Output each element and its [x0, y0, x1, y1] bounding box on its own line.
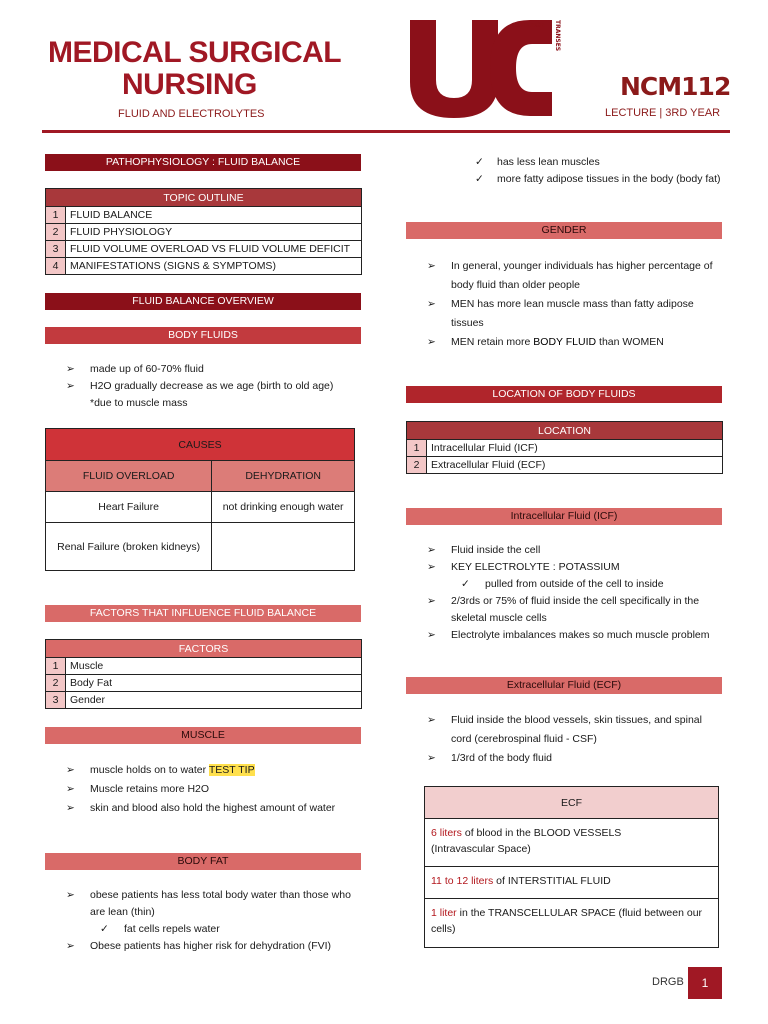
arrow-icon: ➢ — [427, 561, 436, 573]
arrow-icon: ➢ — [66, 764, 75, 776]
check-icon: ✓ — [100, 923, 109, 935]
row-text: FLUID PHYSIOLOGY — [66, 224, 362, 241]
body-fluids-list — [66, 361, 361, 412]
check-icon: ✓ — [475, 156, 484, 168]
list-item: ✓ pulled from outside of the cell to inside — [427, 576, 723, 593]
row-num: 3 — [46, 241, 66, 258]
arrow-icon: ➢ — [427, 260, 436, 272]
factors-bar: FACTORS THAT INFLUENCE FLUID BALANCE — [45, 605, 361, 622]
arrow-icon: ➢ — [66, 380, 75, 392]
list-item: ➢ Muscle retains more H2O — [66, 780, 361, 799]
muscle-list — [66, 761, 361, 818]
list-item: ➢ 2/3rds or 75% of fluid inside the cell specifically in the skeletal muscle cells — [427, 595, 700, 624]
body-fluids-bar: BODY FLUIDS — [45, 327, 361, 344]
row-text: MANIFESTATIONS (SIGNS & SYMPTOMS) — [66, 258, 362, 275]
factors-header: FACTORS — [46, 640, 362, 658]
uc-logo-icon — [406, 18, 566, 120]
list-item: ✓ fat cells repels water — [66, 921, 364, 938]
arrow-icon: ➢ — [66, 940, 75, 952]
arrow-icon: ➢ — [427, 595, 436, 607]
arrow-icon: ➢ — [427, 544, 436, 556]
list-item: ➢ H2O gradually decrease as we age (birth to old age) — [66, 378, 361, 395]
list-item: ➢ MEN has more lean muscle mass than fatty adipose tissues — [427, 295, 723, 333]
list-item: ➢ skin and blood also hold the highest amount of water — [66, 799, 361, 818]
row-num: 2 — [46, 224, 66, 241]
arrow-icon: ➢ — [427, 714, 436, 726]
table-row — [46, 492, 355, 523]
test-tip-highlight: TEST TIP — [208, 764, 255, 776]
table-cell: Renal Failure (broken kidneys) — [46, 523, 212, 571]
page-title-line2: NURSING — [122, 68, 257, 101]
row-num: 2 — [407, 457, 427, 474]
ecf-box-header: ECF — [425, 787, 718, 819]
table-cell: not drinking enough water — [212, 492, 355, 523]
list-item: ➢ KEY ELECTROLYTE : POTASSIUM — [427, 559, 723, 576]
header-divider — [42, 130, 730, 133]
lecture-info: LECTURE | 3RD YEAR — [605, 107, 721, 119]
table-row — [407, 440, 723, 457]
row-text: FLUID BALANCE — [66, 207, 362, 224]
arrow-icon: ➢ — [66, 363, 75, 375]
page-subtitle: FLUID AND ELECTROLYTES — [118, 108, 265, 120]
list-item: ➢ In general, younger individuals has higher percentage of body fluid than older people — [427, 257, 723, 295]
list-item: ➢ 1/3rd of the body fluid — [427, 749, 723, 768]
ecf-box — [424, 786, 719, 948]
table-row — [46, 207, 362, 224]
causes-table — [45, 428, 355, 571]
table-row — [46, 258, 362, 275]
arrow-icon: ➢ — [427, 629, 436, 641]
svg-text:TRANSES: TRANSES — [554, 20, 561, 52]
pathophysiology-bar: PATHOPHYSIOLOGY : FLUID BALANCE — [45, 154, 361, 171]
check-icon: ✓ — [475, 173, 484, 185]
table-row — [46, 675, 362, 692]
list-item: ➢ made up of 60-70% fluid — [66, 361, 361, 378]
college-logo — [406, 18, 566, 120]
list-item: ✓ more fatty adipose tissues in the body (body fat) — [440, 171, 726, 188]
list-item: ➢ Obese patients has higher risk for dehydration (FVI) — [66, 938, 364, 955]
course-code: NCM112 — [620, 72, 731, 101]
row-num: 1 — [407, 440, 427, 457]
ecf-row-transcellular: 1 liter in the TRANSCELLULAR SPACE (fluid between our cells) — [431, 907, 703, 935]
table-row — [46, 658, 362, 675]
fluid-overload-header: FLUID OVERLOAD — [46, 461, 212, 492]
icf-list — [427, 542, 723, 644]
topic-outline-table — [45, 188, 362, 275]
list-item: ➢ Fluid inside the cell — [427, 542, 723, 559]
page-number: 1 — [688, 967, 722, 999]
ecf-bar: Extracellular Fluid (ECF) — [406, 677, 722, 694]
overview-bar: FLUID BALANCE OVERVIEW — [45, 293, 361, 310]
causes-header: CAUSES — [46, 429, 355, 461]
check-icon: ✓ — [461, 578, 470, 590]
ecf-row-blood: 6 liters of blood in the BLOOD VESSELS (Intravascular Space) — [425, 819, 718, 867]
footer-initials: DRGB — [652, 976, 684, 988]
row-num: 3 — [46, 692, 66, 709]
location-header: LOCATION — [407, 422, 723, 440]
arrow-icon: ➢ — [427, 336, 436, 348]
row-text: Gender — [66, 692, 362, 709]
row-text: Muscle — [66, 658, 362, 675]
page-title: MEDICAL SURGICAL — [48, 36, 342, 69]
location-bar: LOCATION OF BODY FLUIDS — [406, 386, 722, 403]
arrow-icon: ➢ — [427, 298, 436, 310]
topic-outline-header: TOPIC OUTLINE — [46, 189, 362, 207]
list-item: ➢ MEN retain more BODY FLUID than WOMEN — [427, 333, 723, 352]
row-num: 4 — [46, 258, 66, 275]
table-cell — [212, 523, 355, 571]
list-item: ✓ has less lean muscles — [440, 154, 726, 171]
gender-list — [427, 257, 723, 352]
arrow-icon: ➢ — [66, 802, 75, 814]
row-text: FLUID VOLUME OVERLOAD VS FLUID VOLUME DEFICIT — [66, 241, 362, 258]
table-cell: Heart Failure — [46, 492, 212, 523]
icf-bar: Intracellular Fluid (ICF) — [406, 508, 722, 525]
table-row — [46, 692, 362, 709]
row-num: 2 — [46, 675, 66, 692]
muscle-bar: MUSCLE — [45, 727, 361, 744]
table-row — [46, 224, 362, 241]
ecf-list — [427, 711, 723, 768]
row-text: Extracellular Fluid (ECF) — [427, 457, 723, 474]
table-row — [407, 457, 723, 474]
location-table — [406, 421, 723, 474]
body-fat-list — [66, 887, 364, 955]
arrow-icon: ➢ — [66, 783, 75, 795]
factors-table — [45, 639, 362, 709]
list-item: ➢ obese patients has less total body water than those who are lean (thin) — [66, 889, 351, 918]
list-item: ➢ Electrolyte imbalances makes so much muscle problem — [427, 627, 723, 644]
arrow-icon: ➢ — [66, 889, 75, 901]
row-text: Body Fat — [66, 675, 362, 692]
svg-text:COLLEGE: COLLEGE — [512, 21, 545, 29]
body-fat-check-list — [440, 154, 726, 188]
dehydration-header: DEHYDRATION — [212, 461, 355, 492]
list-item: ➢ Fluid inside the blood vessels, skin tissues, and spinal cord (cerebrospinal fluid - CSF) — [427, 711, 723, 749]
row-num: 1 — [46, 658, 66, 675]
body-fat-bar: BODY FAT — [45, 853, 361, 870]
row-num: 1 — [46, 207, 66, 224]
list-item: ➢ muscle holds on to water TEST TIP — [66, 761, 361, 780]
table-row — [46, 523, 355, 571]
ecf-row-interstitial: 11 to 12 liters of INTERSTITIAL FLUID — [425, 867, 718, 899]
arrow-icon: ➢ — [427, 752, 436, 764]
row-text: Intracellular Fluid (ICF) — [427, 440, 723, 457]
table-row — [46, 241, 362, 258]
list-item: *due to muscle mass — [90, 397, 188, 409]
gender-bar: GENDER — [406, 222, 722, 239]
